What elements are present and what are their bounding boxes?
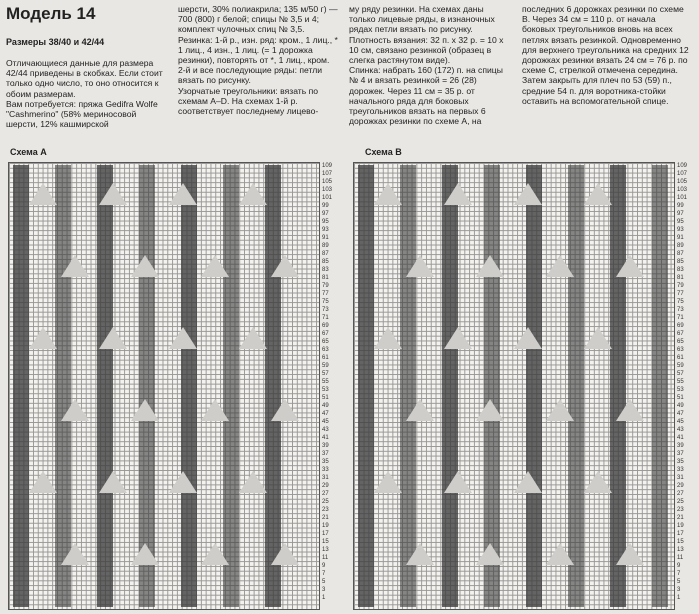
row-number: 23 xyxy=(677,507,684,513)
row-number: 25 xyxy=(677,499,684,505)
row-number: 21 xyxy=(677,515,684,521)
row-number: 77 xyxy=(677,291,684,297)
text-column-4 xyxy=(522,4,690,106)
triangle-motif xyxy=(444,327,472,349)
triangle-motif xyxy=(271,255,299,277)
row-number: 33 xyxy=(322,467,329,473)
row-number: 51 xyxy=(677,395,684,401)
row-number: 59 xyxy=(677,363,684,369)
row-number: 65 xyxy=(677,339,684,345)
triangle-motif xyxy=(406,399,434,421)
chart-a-title: Схема А xyxy=(10,147,47,157)
row-number: 27 xyxy=(322,491,329,497)
triangle-motif xyxy=(29,327,57,349)
row-number: 107 xyxy=(322,171,333,177)
paragraph: Плотность вязания: 32 п. х 32 р. = 10 х 10 см, связано резинкой (образец в слегка растянутом виде). xyxy=(349,34,504,66)
row-number: 95 xyxy=(677,219,684,225)
stitch-column xyxy=(652,165,668,607)
triangle-motif xyxy=(169,183,197,205)
row-number: 75 xyxy=(322,299,329,305)
triangle-motif xyxy=(99,183,127,205)
triangle-motif xyxy=(546,255,574,277)
row-number: 73 xyxy=(677,307,684,313)
row-number: 81 xyxy=(322,275,329,281)
row-number: 71 xyxy=(322,315,329,321)
stitch-column xyxy=(97,165,113,607)
triangle-motif xyxy=(514,471,542,493)
triangle-motif xyxy=(239,471,267,493)
triangle-motif xyxy=(584,183,612,205)
triangle-motif xyxy=(271,399,299,421)
text-column-3 xyxy=(349,4,509,126)
triangle-motif xyxy=(131,543,159,565)
row-number: 109 xyxy=(677,163,688,169)
row-number: 83 xyxy=(677,267,684,273)
stitch-column xyxy=(568,165,584,607)
row-number: 85 xyxy=(322,259,329,265)
stitch-column xyxy=(13,165,29,607)
row-number: 63 xyxy=(322,347,329,353)
row-number: 85 xyxy=(677,259,684,265)
row-number: 61 xyxy=(677,355,684,361)
row-number: 19 xyxy=(677,523,684,529)
stitch-column xyxy=(610,165,626,607)
row-number: 9 xyxy=(322,563,326,569)
row-number: 97 xyxy=(677,211,684,217)
text-column-1 xyxy=(6,58,166,129)
triangle-motif xyxy=(584,471,612,493)
row-number: 95 xyxy=(322,219,329,225)
page-title: Модель 14 xyxy=(6,4,96,23)
row-number: 17 xyxy=(322,531,329,537)
row-number: 89 xyxy=(677,243,684,249)
row-number: 107 xyxy=(677,171,688,177)
row-number: 103 xyxy=(677,187,688,193)
triangle-motif xyxy=(61,255,89,277)
triangle-motif xyxy=(169,471,197,493)
triangle-motif xyxy=(169,327,197,349)
paragraph: Спинка: набрать 160 (172) п. на спицы № 4 и вязать резинкой = 26 (28) дорожек. Через 11 см = 35 р. от начального ряда для боковых треугольников вязать на первых 6 дорожках резинки по схеме А, на xyxy=(349,65,503,127)
row-number: 93 xyxy=(322,227,329,233)
stitch-column xyxy=(358,165,374,607)
chart-b-title: Схема В xyxy=(365,147,402,157)
triangle-motif xyxy=(239,183,267,205)
knitting-chart-a xyxy=(8,162,320,610)
paragraph: Отличающиеся данные для размера 42/44 приведены в скобках. Если стоит только одно число, то оно относится к обоим размерам. xyxy=(6,58,163,99)
row-number: 15 xyxy=(322,539,329,545)
row-number: 21 xyxy=(322,515,329,521)
row-number: 45 xyxy=(322,419,329,425)
row-number: 41 xyxy=(677,435,684,441)
triangle-motif xyxy=(406,543,434,565)
stitch-column xyxy=(139,165,155,607)
row-number: 97 xyxy=(322,211,329,217)
row-number: 55 xyxy=(322,379,329,385)
paragraph: му ряду резинки. На схемах даны только лицевые ряды, в изнаночных рядах петли вязать по рисунку. xyxy=(349,4,495,35)
triangle-motif xyxy=(546,543,574,565)
row-number: 35 xyxy=(677,459,684,465)
row-number: 69 xyxy=(322,323,329,329)
row-number: 79 xyxy=(677,283,684,289)
row-number: 61 xyxy=(322,355,329,361)
row-number: 91 xyxy=(322,235,329,241)
paragraph: Резинка: 1-й р., изн. ряд: кром., 1 лиц., * 1 лиц., 4 изн., 1 лиц. (= 1 дорожка резинки), повторять от *, 1 лиц., кром. 2-й и все последующие ряды: петли вязать по рисунку. xyxy=(178,34,338,86)
row-number: 101 xyxy=(322,195,333,201)
triangle-motif xyxy=(476,543,504,565)
row-number: 7 xyxy=(677,571,681,577)
row-number: 87 xyxy=(322,251,329,257)
row-number: 57 xyxy=(677,371,684,377)
row-number: 9 xyxy=(677,563,681,569)
row-number: 49 xyxy=(677,403,684,409)
triangle-motif xyxy=(476,255,504,277)
row-number: 41 xyxy=(322,435,329,441)
row-number: 103 xyxy=(322,187,333,193)
row-number: 83 xyxy=(322,267,329,273)
row-number: 65 xyxy=(322,339,329,345)
row-number: 69 xyxy=(677,323,684,329)
row-number: 73 xyxy=(322,307,329,313)
row-number: 11 xyxy=(322,555,329,561)
row-number: 13 xyxy=(677,547,684,553)
triangle-motif xyxy=(131,255,159,277)
row-number: 5 xyxy=(677,579,681,585)
row-number: 1 xyxy=(677,595,681,601)
triangle-motif xyxy=(444,471,472,493)
row-number: 47 xyxy=(322,411,329,417)
row-number: 71 xyxy=(677,315,684,321)
row-number: 93 xyxy=(677,227,684,233)
triangle-motif xyxy=(584,327,612,349)
row-number: 27 xyxy=(677,491,684,497)
row-number: 75 xyxy=(677,299,684,305)
triangle-motif xyxy=(374,183,402,205)
row-number: 5 xyxy=(322,579,326,585)
triangle-motif xyxy=(201,399,229,421)
triangle-motif xyxy=(239,327,267,349)
row-number: 39 xyxy=(677,443,684,449)
stitch-column xyxy=(55,165,71,607)
triangle-motif xyxy=(61,399,89,421)
row-number: 53 xyxy=(677,387,684,393)
row-number: 31 xyxy=(322,475,329,481)
paragraph: Узорчатые треугольники: вязать по схемам А–D. На схемах 1-й р. соответствует последнему лицево- xyxy=(178,85,319,117)
triangle-motif xyxy=(374,471,402,493)
knitting-chart-b xyxy=(353,162,675,610)
paragraph: шерсти, 30% полиакрила; 135 м/50 г) — 700 (800) г белой; спицы № 3,5 и 4; комплект чулочных спиц № 3,5. xyxy=(178,4,338,35)
row-number: 43 xyxy=(677,427,684,433)
stitch-column xyxy=(484,165,500,607)
stitch-column xyxy=(181,165,197,607)
row-number: 55 xyxy=(677,379,684,385)
row-number: 57 xyxy=(322,371,329,377)
row-number: 67 xyxy=(677,331,684,337)
row-number: 47 xyxy=(677,411,684,417)
row-number: 37 xyxy=(677,451,684,457)
triangle-motif xyxy=(514,183,542,205)
row-number: 3 xyxy=(322,587,326,593)
row-number: 33 xyxy=(677,467,684,473)
row-number: 101 xyxy=(677,195,688,201)
row-number: 29 xyxy=(677,483,684,489)
row-number: 1 xyxy=(322,595,326,601)
triangle-motif xyxy=(514,327,542,349)
triangle-motif xyxy=(201,255,229,277)
stitch-column xyxy=(442,165,458,607)
triangle-motif xyxy=(99,471,127,493)
row-number: 25 xyxy=(322,499,329,505)
triangle-motif xyxy=(616,543,644,565)
row-number: 89 xyxy=(322,243,329,249)
row-number: 53 xyxy=(322,387,329,393)
stitch-column xyxy=(265,165,281,607)
stitch-column xyxy=(526,165,542,607)
triangle-motif xyxy=(476,399,504,421)
row-number: 63 xyxy=(677,347,684,353)
triangle-motif xyxy=(271,543,299,565)
sizes-heading: Размеры 38/40 и 42/44 xyxy=(6,37,105,47)
triangle-motif xyxy=(99,327,127,349)
row-number: 99 xyxy=(677,203,684,209)
row-number: 49 xyxy=(322,403,329,409)
row-number: 35 xyxy=(322,459,329,465)
triangle-motif xyxy=(131,399,159,421)
row-number: 37 xyxy=(322,451,329,457)
row-number: 109 xyxy=(322,163,333,169)
row-number: 59 xyxy=(322,363,329,369)
triangle-motif xyxy=(616,255,644,277)
triangle-motif xyxy=(406,255,434,277)
triangle-motif xyxy=(616,399,644,421)
row-number: 67 xyxy=(322,331,329,337)
row-number: 79 xyxy=(322,283,329,289)
row-number: 81 xyxy=(677,275,684,281)
row-number: 45 xyxy=(677,419,684,425)
row-number: 105 xyxy=(322,179,333,185)
row-number: 3 xyxy=(677,587,681,593)
paragraph: последних 6 дорожках резинки по схеме В. Через 34 см = 110 р. от начала боковых треугольников вновь на всех петлях вязать резинкой. Одновременно для верхнего треугольника на средних 12 дорожках резинки вязать 24 см = 76 р. по схеме С, стрелкой отмечена середина. Затем закрыть для плеч по 53 (59) п., средние 54 п. для воротника-стойки оставить на вспомогательной спице. xyxy=(522,4,689,106)
row-number: 105 xyxy=(677,179,688,185)
row-number: 87 xyxy=(677,251,684,257)
row-number: 13 xyxy=(322,547,329,553)
triangle-motif xyxy=(61,543,89,565)
row-number: 77 xyxy=(322,291,329,297)
row-number: 39 xyxy=(322,443,329,449)
row-number: 43 xyxy=(322,427,329,433)
row-number: 19 xyxy=(322,523,329,529)
paragraph: Вам потребуется: пряжа Gedifra Wolfe "Cashmerino" (58% мериносовой шерсти, 12% кашмирской xyxy=(6,98,158,130)
row-number: 29 xyxy=(322,483,329,489)
row-number: 99 xyxy=(322,203,329,209)
text-column-2 xyxy=(178,4,338,116)
row-number: 15 xyxy=(677,539,684,545)
triangle-motif xyxy=(546,399,574,421)
triangle-motif xyxy=(374,327,402,349)
stitch-column xyxy=(223,165,239,607)
row-number: 51 xyxy=(322,395,329,401)
triangle-motif xyxy=(444,183,472,205)
triangle-motif xyxy=(29,183,57,205)
row-number: 23 xyxy=(322,507,329,513)
row-number: 17 xyxy=(677,531,684,537)
triangle-motif xyxy=(201,543,229,565)
stitch-column xyxy=(400,165,416,607)
row-number: 7 xyxy=(322,571,326,577)
triangle-motif xyxy=(29,471,57,493)
row-number: 91 xyxy=(677,235,684,241)
row-number: 11 xyxy=(677,555,684,561)
row-number: 31 xyxy=(677,475,684,481)
